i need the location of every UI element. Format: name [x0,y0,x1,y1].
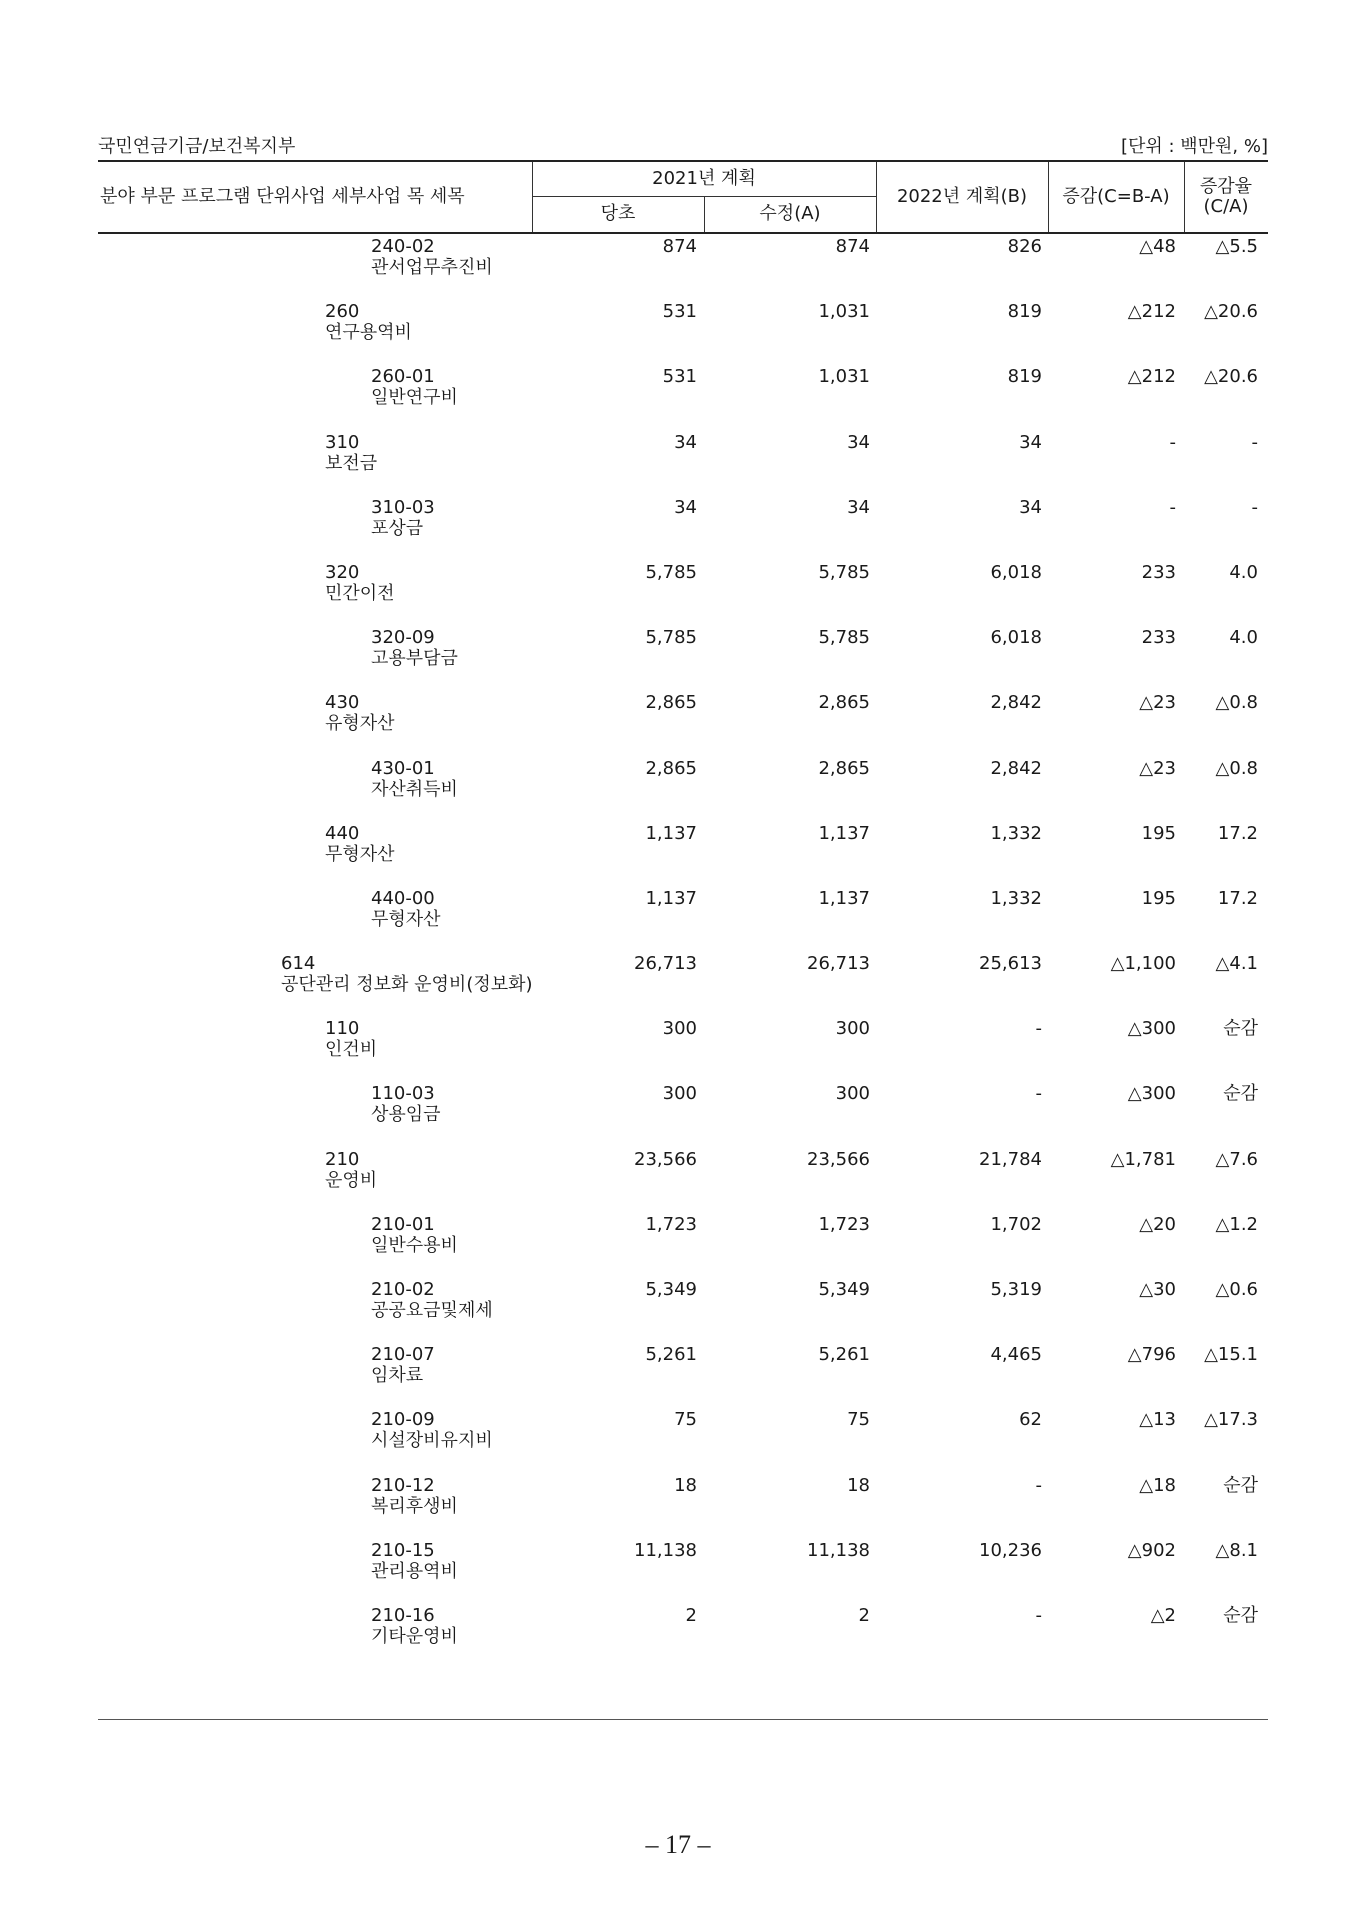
budget-table-body [0,232,1356,1666]
cell-rate: △20.6 [1204,301,1258,323]
cell-original: 11,138 [634,1539,697,1561]
cell-rate: 순감 [1223,1018,1258,1040]
row-item [371,888,441,930]
row-name: 복리후생비 [371,1495,458,1517]
header-divider [876,162,877,232]
table-row [0,428,1356,493]
cell-plan2022: 826 [1007,236,1042,257]
row-item [371,1214,458,1256]
table-row [0,1405,1356,1470]
cell-change: △13 [1139,1409,1176,1431]
cell-change: 233 [1141,627,1176,649]
cell-revised: 874 [835,236,870,257]
cell-rate: △20.6 [1204,366,1258,388]
table-row [0,1536,1356,1601]
row-item [325,562,395,604]
cell-original: 34 [674,431,697,453]
header-original: 당초 [600,203,636,224]
row-item [371,1279,493,1321]
row-name: 보전금 [325,452,378,474]
cell-revised: 11,138 [807,1539,870,1561]
row-item [371,1344,435,1386]
cell-rate: △0.8 [1215,692,1258,714]
row-code: 210-12 [371,1474,435,1496]
cell-rate: △4.1 [1215,953,1258,975]
cell-revised: 5,261 [818,1344,870,1366]
row-name: 자산취득비 [371,778,458,800]
row-code: 110-03 [371,1083,435,1105]
cell-change: △1,100 [1110,953,1176,975]
row-item [371,1605,458,1647]
cell-rate: △17.3 [1204,1409,1258,1431]
cell-plan2022: 5,319 [990,1279,1042,1300]
header-category: 분야 부문 프로그램 단위사업 세부사업 목 세목 [100,186,465,207]
cell-plan2022: 1,702 [990,1213,1042,1235]
table-row [0,493,1356,558]
cell-original: 34 [674,496,697,518]
row-name: 시설장비유지비 [371,1430,493,1452]
cell-change: △18 [1139,1474,1176,1496]
cell-original: 1,137 [645,887,697,909]
row-code: 210-09 [371,1409,435,1431]
cell-plan2022: 819 [1007,301,1042,323]
cell-revised: 23,566 [807,1148,870,1170]
row-item [371,236,493,278]
header-rate-line2: (C/A) [1203,196,1249,217]
row-name: 무형자산 [325,843,395,865]
row-name: 고용부담금 [371,648,458,670]
cell-original: 5,785 [645,561,697,583]
cell-change: - [1169,496,1176,518]
cell-original: 5,785 [645,627,697,649]
table-row [0,754,1356,819]
header-divider [704,196,705,232]
row-code: 260-01 [371,366,435,388]
row-item [325,823,395,865]
row-name: 연구용역비 [325,322,412,344]
row-name: 관리용역비 [371,1560,458,1582]
table-row [0,1145,1356,1210]
table-row [0,1275,1356,1340]
cell-rate: - [1251,431,1258,453]
row-code: 430 [325,692,360,714]
cell-original: 2,865 [645,757,697,779]
cell-original: 300 [662,1018,697,1040]
cell-rate: 순감 [1223,1083,1258,1105]
cell-plan2022: - [1035,1083,1042,1105]
row-name: 민간이전 [325,582,395,604]
table-row [0,1210,1356,1275]
cell-plan2022: 10,236 [979,1539,1042,1561]
row-code: 310-03 [371,496,435,518]
table-row [0,884,1356,949]
row-item [325,432,377,474]
row-item [325,1149,377,1191]
cell-change: △20 [1139,1213,1176,1235]
row-name: 상용임금 [371,1104,441,1126]
cell-revised: 1,031 [818,366,870,388]
cell-change: △796 [1127,1344,1176,1366]
cell-change: - [1169,431,1176,453]
header-divider [1184,162,1185,232]
cell-original: 2,865 [645,692,697,714]
row-name: 일반수용비 [371,1234,458,1256]
cell-plan2022: 21,784 [979,1148,1042,1170]
cell-revised: 75 [847,1409,870,1431]
cell-change: △300 [1127,1083,1176,1105]
row-code: 440-00 [371,887,435,909]
cell-rate: △0.6 [1215,1279,1258,1300]
row-item [371,1475,458,1517]
cell-change: 233 [1141,561,1176,583]
table-row [0,949,1356,1014]
cell-change: 195 [1141,887,1176,909]
table-row [0,297,1356,362]
row-name: 관서업무추진비 [371,257,493,278]
row-code: 210-02 [371,1279,435,1300]
row-name: 공공요금및제세 [371,1300,493,1321]
cell-plan2022: 34 [1019,496,1042,518]
row-code: 110 [325,1018,360,1040]
row-code: 320 [325,561,360,583]
table-row [0,688,1356,753]
cell-change: △2 [1150,1604,1176,1626]
cell-revised: 18 [847,1474,870,1496]
cell-rate: 4.0 [1229,561,1258,583]
cell-plan2022: 62 [1019,1409,1042,1431]
cell-plan2022: 4,465 [990,1344,1042,1366]
cell-original: 531 [662,301,697,323]
row-item [371,1409,493,1451]
header-divider [1048,162,1049,232]
header-divider [532,162,533,232]
cell-original: 75 [674,1409,697,1431]
cell-revised: 1,031 [818,301,870,323]
cell-plan2022: 6,018 [990,627,1042,649]
table-row [0,1340,1356,1405]
table-row [0,558,1356,623]
row-item [371,497,435,539]
cell-rate: △8.1 [1215,1539,1258,1561]
cell-rate: - [1251,496,1258,518]
row-code: 210 [325,1148,360,1170]
row-code: 210-16 [371,1604,435,1626]
header-change: 증감(C=B-A) [1062,186,1170,207]
agency-label: 국민연금기금/보건복지부 [98,136,296,157]
row-code: 430-01 [371,757,435,779]
cell-original: 18 [674,1474,697,1496]
table-row [0,1601,1356,1666]
cell-plan2022: 2,842 [990,692,1042,714]
row-item [371,1083,441,1125]
cell-plan2022: 6,018 [990,561,1042,583]
header-rate [1184,162,1268,232]
cell-original: 23,566 [634,1148,697,1170]
row-name: 일반연구비 [371,387,458,409]
cell-revised: 2,865 [818,757,870,779]
row-code: 260 [325,301,360,323]
cell-revised: 34 [847,496,870,518]
row-name: 인건비 [325,1039,378,1061]
cell-rate: △1.2 [1215,1213,1258,1235]
cell-original: 1,137 [645,822,697,844]
header-plan2021: 2021년 계획 [652,168,756,189]
cell-plan2022: 1,332 [990,822,1042,844]
row-name: 무형자산 [371,908,441,930]
row-name: 유형자산 [325,713,395,735]
cell-change: △48 [1139,236,1176,257]
row-code: 320-09 [371,627,435,649]
cell-revised: 34 [847,431,870,453]
cell-revised: 26,713 [807,953,870,975]
cell-rate: △15.1 [1204,1344,1258,1366]
row-code: 240-02 [371,236,435,257]
row-name: 기타운영비 [371,1625,458,1647]
cell-original: 300 [662,1083,697,1105]
cell-original: 2 [685,1604,697,1626]
row-code: 210-01 [371,1213,435,1235]
row-item [371,758,458,800]
cell-revised: 5,785 [818,561,870,583]
table-header [98,160,1268,234]
row-name: 포상금 [371,517,424,539]
cell-plan2022: 25,613 [979,953,1042,975]
row-item [325,692,395,734]
cell-plan2022: 34 [1019,431,1042,453]
row-item [371,366,458,408]
cell-revised: 1,723 [818,1213,870,1235]
cell-plan2022: 1,332 [990,887,1042,909]
table-row [0,819,1356,884]
cell-original: 874 [662,236,697,257]
cell-change: △300 [1127,1018,1176,1040]
table-row [0,232,1356,297]
cell-original: 531 [662,366,697,388]
cell-revised: 2 [858,1604,870,1626]
cell-change: △212 [1127,366,1176,388]
table-row [0,362,1356,427]
cell-change: △212 [1127,301,1176,323]
cell-change: △23 [1139,692,1176,714]
row-code: 210-15 [371,1539,435,1561]
cell-revised: 2,865 [818,692,870,714]
cell-original: 5,349 [645,1279,697,1300]
row-item [325,1018,377,1060]
row-item [281,953,533,995]
cell-change: 195 [1141,822,1176,844]
row-item [371,1540,458,1582]
cell-rate: 순감 [1223,1604,1258,1626]
header-plan2022: 2022년 계획(B) [896,186,1028,207]
cell-original: 5,261 [645,1344,697,1366]
cell-plan2022: 819 [1007,366,1042,388]
cell-rate: 17.2 [1217,887,1258,909]
unit-label: [단위 : 백만원, %] [1120,136,1268,157]
header-rate-line1: 증감율 [1199,176,1253,197]
row-name: 임차료 [371,1365,424,1387]
cell-revised: 300 [835,1018,870,1040]
cell-change: △30 [1139,1279,1176,1300]
cell-plan2022: - [1035,1604,1042,1626]
row-code: 310 [325,431,360,453]
table-row [0,1079,1356,1144]
cell-rate: 17.2 [1217,822,1258,844]
cell-rate: △7.6 [1215,1148,1258,1170]
cell-plan2022: 2,842 [990,757,1042,779]
row-code: 440 [325,822,360,844]
row-item [371,627,458,669]
cell-revised: 5,785 [818,627,870,649]
page-number: – 17 – [645,1830,711,1859]
cell-change: △902 [1127,1539,1176,1561]
cell-plan2022: - [1035,1474,1042,1496]
table-row [0,1471,1356,1536]
cell-original: 26,713 [634,953,697,975]
row-code: 210-07 [371,1344,435,1366]
cell-revised: 300 [835,1083,870,1105]
cell-rate: 순감 [1223,1474,1258,1496]
cell-change: △1,781 [1110,1148,1176,1170]
row-name: 공단관리 정보화 운영비(정보화) [281,974,533,996]
row-name: 운영비 [325,1169,378,1191]
cell-change: △23 [1139,757,1176,779]
table-row [0,1014,1356,1079]
cell-revised: 5,349 [818,1279,870,1300]
cell-rate: 4.0 [1229,627,1258,649]
row-code: 614 [281,953,316,975]
cell-plan2022: - [1035,1018,1042,1040]
cell-original: 1,723 [645,1213,697,1235]
cell-revised: 1,137 [818,822,870,844]
cell-rate: △0.8 [1215,757,1258,779]
bottom-rule [98,1719,1268,1720]
header-revised: 수정(A) [759,203,821,224]
table-row [0,623,1356,688]
header-divider [532,196,876,197]
cell-revised: 1,137 [818,887,870,909]
row-item [325,301,412,343]
cell-rate: △5.5 [1215,236,1258,257]
